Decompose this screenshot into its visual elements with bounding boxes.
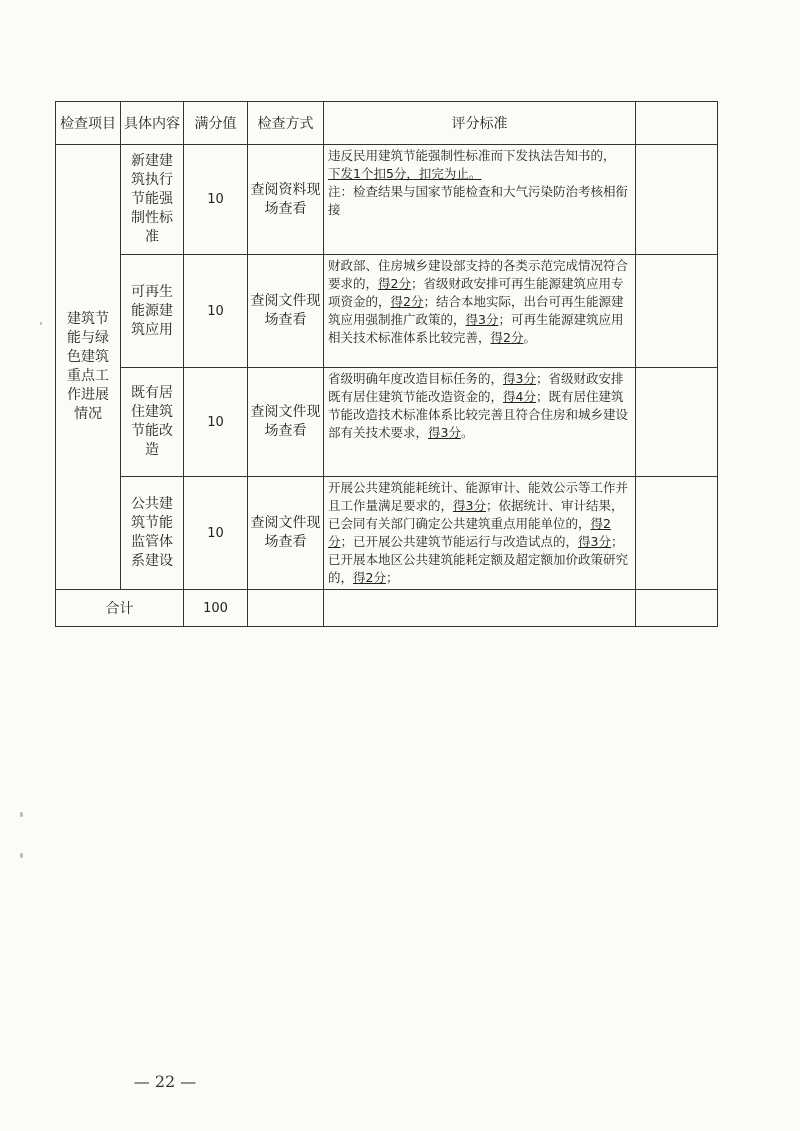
blank-cell [636,145,718,255]
criteria-text: 违反民用建筑节能强制性标准而下发执法告知书的， [328,148,616,163]
total-label: 合计 [56,590,184,627]
criteria-points: 得3分 [465,312,499,327]
criteria-text: 财政部、住房城乡建设部支持的各类示范完成情况符合要求的， [328,258,629,291]
criteria-note: 注：检查结果与国家节能检查和大气污染防治考核相衔接 [328,184,629,217]
criteria-text: ；省级财政安排既有居住建筑节能改造资金的， [328,371,624,404]
blank-cell [248,590,324,627]
criteria-deduction: 下发1个扣5分，扣完为止。 [328,166,482,181]
category-cell: 建筑节能与绿色建筑重点工作进展情况 [56,145,121,590]
criteria-text: ；依据统计、审计结果，已会同有关部门确定公共建筑重点用能单位的， [328,498,624,531]
header-inspection-item: 检查项目 [56,102,121,145]
score-cell: 10 [184,145,248,255]
table-row [56,145,718,255]
criteria-points: 得3分 [503,371,536,386]
criteria-text: 省级明确年度改造目标任务的， [328,371,504,386]
method-cell: 查阅文件现场查看 [248,368,324,477]
blank-cell [636,368,718,477]
method-cell: 查阅文件现场查看 [248,255,324,368]
content-cell: 既有居住建筑节能改造 [121,368,184,477]
criteria-points: 得3分 [428,425,461,440]
table-row [56,255,718,368]
content-cell: 新建建筑执行节能强制性标准 [121,145,184,255]
criteria-text: ；已开展公共建筑节能运行与改造试点的， [340,534,579,549]
score-cell: 10 [184,368,248,477]
criteria-text: 开展公共建筑能耗统计、能源审计、能效公示等工作并且工作量满足要求的， [328,480,629,513]
evaluation-table [55,101,718,627]
table-row [56,477,718,590]
header-blank [636,102,718,145]
criteria-points: 得2分 [328,516,611,549]
content-cell: 可再生能源建筑应用 [121,255,184,368]
criteria-cell [324,145,636,255]
scan-speck [20,853,23,858]
blank-cell [636,477,718,590]
method-cell: 查阅资料现场查看 [248,145,324,255]
criteria-points: 得3分 [578,534,611,549]
scan-speck [40,322,42,325]
score-cell: 10 [184,255,248,368]
criteria-cell [324,368,636,477]
criteria-text: ； [385,570,399,585]
criteria-points: 得3分 [453,498,486,513]
criteria-text: ；结合本地实际，出台可再生能源建筑应用强制推广政策的， [328,294,624,327]
criteria-text: 。 [523,330,536,345]
criteria-cell [324,477,636,590]
criteria-points: 得2分 [490,330,524,345]
criteria-text: 。 [460,425,474,440]
total-score: 100 [184,590,248,627]
criteria-cell [324,255,636,368]
criteria-text: ；既有居住建筑节能改造技术标准体系比较完善且符合住房和城乡建设部有关技术要求， [328,389,629,440]
blank-cell [636,590,718,627]
blank-cell [324,590,636,627]
content-cell: 公共建筑节能监管体系建设 [121,477,184,590]
method-cell: 查阅文件现场查看 [248,477,324,590]
criteria-text: ；已开展本地区公共建筑能耗定额及超定额加价政策研究的， [328,534,629,585]
criteria-points: 得4分 [503,389,536,404]
criteria-points: 得2分 [390,294,424,309]
header-inspection-method: 检查方式 [248,102,324,145]
score-cell: 10 [184,477,248,590]
criteria-points: 得2分 [378,276,411,291]
criteria-points: 得2分 [353,570,386,585]
table-header-row [56,102,718,145]
total-row [56,590,718,627]
header-scoring-criteria: 评分标准 [324,102,636,145]
table-row [56,368,718,477]
scan-speck [20,812,23,817]
header-specific-content: 具体内容 [121,102,184,145]
criteria-text: ；省级财政安排可再生能源建筑应用专项资金的， [328,276,624,309]
criteria-text: ；可再生能源建筑应用相关技术标准体系比较完善， [328,312,624,345]
blank-cell [636,255,718,368]
page-number: — 22 — [133,1072,197,1091]
header-full-score: 满分值 [184,102,248,145]
